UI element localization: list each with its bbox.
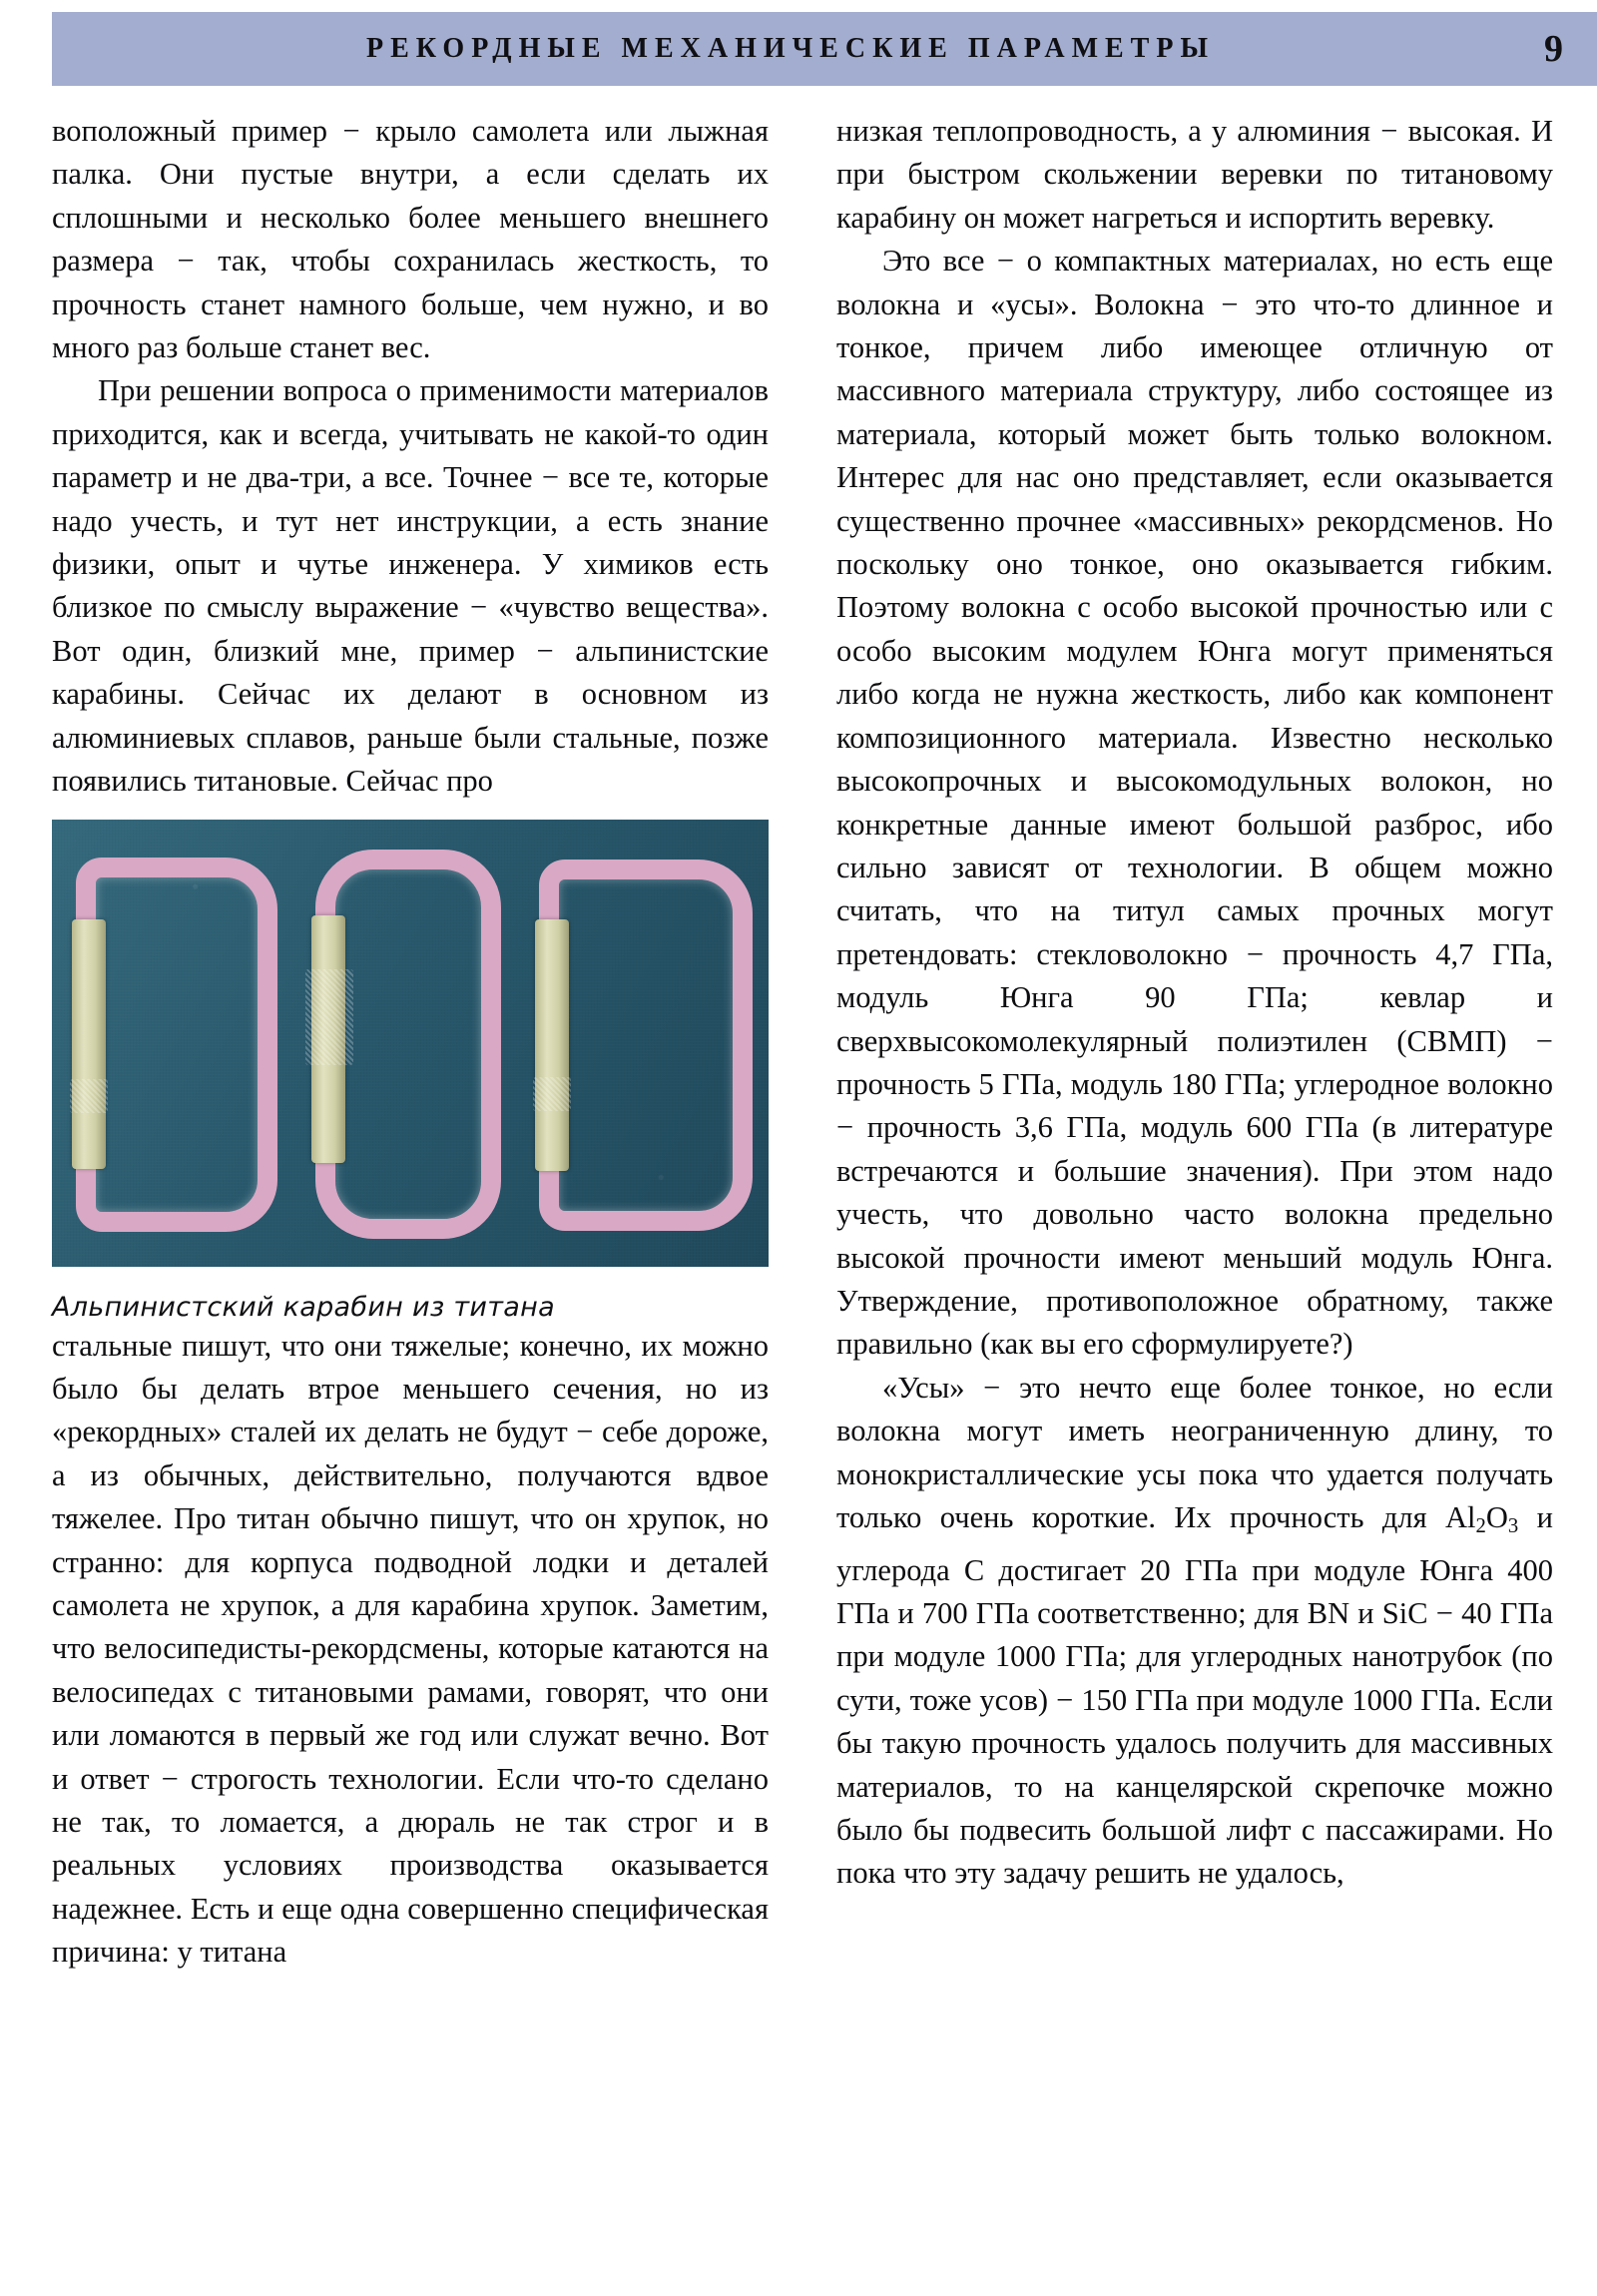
figure-carabiner bbox=[52, 820, 769, 1325]
figure-caption: Альпинистский карабин из титана bbox=[52, 1291, 555, 1323]
carabiner-body bbox=[539, 860, 753, 1231]
carabiner-locking-sleeve bbox=[533, 1077, 571, 1111]
formula-subscript-2: 2 bbox=[1475, 1515, 1486, 1538]
page-number: 9 bbox=[1544, 28, 1563, 70]
carabiner-locking-sleeve bbox=[70, 1079, 108, 1113]
carabiner-right bbox=[539, 860, 753, 1231]
paragraph: При решении вопроса о применимости материалов приходится, как и всегда, учитывать не какой-то один параметр и не два-три, а все. Точнее − все те, которые надо учесть, и тут нет инструкции, а есть знание физики, опыт и чутье инженера. У химиков есть близкое по смыслу выражение − «чувство вещества». Вот один, близкий мне, пример − альпинистские карабины. Сейчас их делают в основном из алюминиевых сплавов, раньше были стальные, позже появились титановые. Сейчас про bbox=[52, 373, 769, 799]
right-column bbox=[836, 110, 1553, 1896]
left-column bbox=[52, 110, 769, 1975]
carabiner-body bbox=[76, 858, 277, 1232]
photo-titanium-carabiners bbox=[52, 820, 769, 1267]
paragraph: стальные пишут, что они тяжелые; конечно, их можно было бы делать втрое меньшего сечения, но из «рекордных» сталей их делать не будут − себе дороже, а из обычных, действительно, получаются вдвое тяжелее. Про титан обычно пишут, что он хрупок, но странно: для корпуса подводной лодки и деталей самолета не хрупок, а для карабина хрупок. Заметим, что велосипедисты-рекордсмены, которые катаются на велосипедах с титановыми рамами, говорят, что они или ломаются в первый же год или служат вечно. Вот и ответ − строгость технологии. Если что-то сделано не так, то ломается, а дюраль не так строг и в реальных условиях производства оказывается надежнее. Есть и еще одна совершенно специфическая причина: у титана bbox=[52, 1328, 769, 1970]
carabiner-locking-sleeve bbox=[305, 969, 353, 1065]
paragraph: низкая теплопроводность, а у алюминия − высокая. И при быстром скольжении веревки по титановому карабину он может нагреться и испортить веревку. bbox=[836, 114, 1553, 235]
paragraph-with-formula bbox=[836, 1367, 1553, 1896]
formula-element-al: Al bbox=[1445, 1500, 1476, 1534]
formula-subscript-3: 3 bbox=[1507, 1515, 1519, 1538]
carabiner-left bbox=[76, 858, 277, 1232]
carabiner-middle bbox=[315, 850, 501, 1239]
chemical-formula-al2o3 bbox=[1445, 1500, 1519, 1538]
carabiner-gate bbox=[72, 919, 106, 1169]
paragraph-text-before-formula: «Усы» − это нечто еще более тонкое, но если волокна могут иметь неограниченную длину, то монокристаллические усы пока что удается получать только очень короткие. Их прочность для bbox=[836, 1370, 1553, 1534]
paragraph: Это все − о компактных материалах, но есть еще волокна и «усы». Волокна − это что-то длинное и тонкое, причем либо имеющее отличную от массивного материала структуру, либо состоящее из материала, который может быть только волокном. Интерес для нас оно представляет, если оказывается существенно прочнее «массивных» рекордсменов. Но поскольку оно тонкое, оно оказывается гибким. Поэтому волокна с особо высокой прочностью или с особо высоким модулем Юнга могут применяться либо когда не нужна жесткость, либо как компонент композиционного материала. Известно несколько высокопрочных и высокомодульных волокон, но конкретные данные имеют большой разброс, ибо сильно зависят от технологии. В общем можно считать, что на титул самых прочных могут претендовать: стекловолокно − прочность 4,7 ГПа, модуль Юнга 90 ГПа; кевлар и сверхвысокомолекулярный полиэтилен (СВМП) − прочность 5 ГПа, модуль 180 ГПа; углеродное волокно − прочность 3,6 ГПа, модуль 600 ГПа (в литературе встречаются и большие значения). При этом надо учесть, что довольно часто волокна предельно высокой прочности имеют меньший модуль Юнга. Утверждение, противоположное обратному, также правильно (как вы его сформулируете?) bbox=[836, 244, 1553, 1362]
two-column-body bbox=[0, 110, 1597, 2296]
formula-element-o: O bbox=[1485, 1500, 1508, 1534]
carabiner-gate bbox=[535, 919, 569, 1171]
running-head-title: РЕКОРДНЫЕ МЕХАНИЧЕСКИЕ ПАРАМЕТРЫ bbox=[366, 33, 1215, 64]
paragraph: воположный пример − крыло самолета или лыжная палка. Они пустые внутри, а если сделать их сплошными и несколько более меньшего внешнего размера − так, чтобы сохранилась жесткость, то прочность станет намного больше, чем нужно, и во много раз больше станет вес. bbox=[52, 114, 769, 365]
paragraph-text-after-formula: и углерода С достигает 20 ГПа при модуле Юнга 400 ГПа и 700 ГПа соответственно; для BN и SiC − 40 ГПа при модуле 1000 ГПа; для углеродных нанотрубок (по сути, тоже усов) − 150 ГПа при модуле 1000 ГПа. Если бы такую прочность удалось получить для массивных материалов, то на канцелярской скрепочке можно было бы подвесить большой лифт с пассажирами. Но пока что эту задачу решить не удалось, bbox=[836, 1500, 1553, 1891]
